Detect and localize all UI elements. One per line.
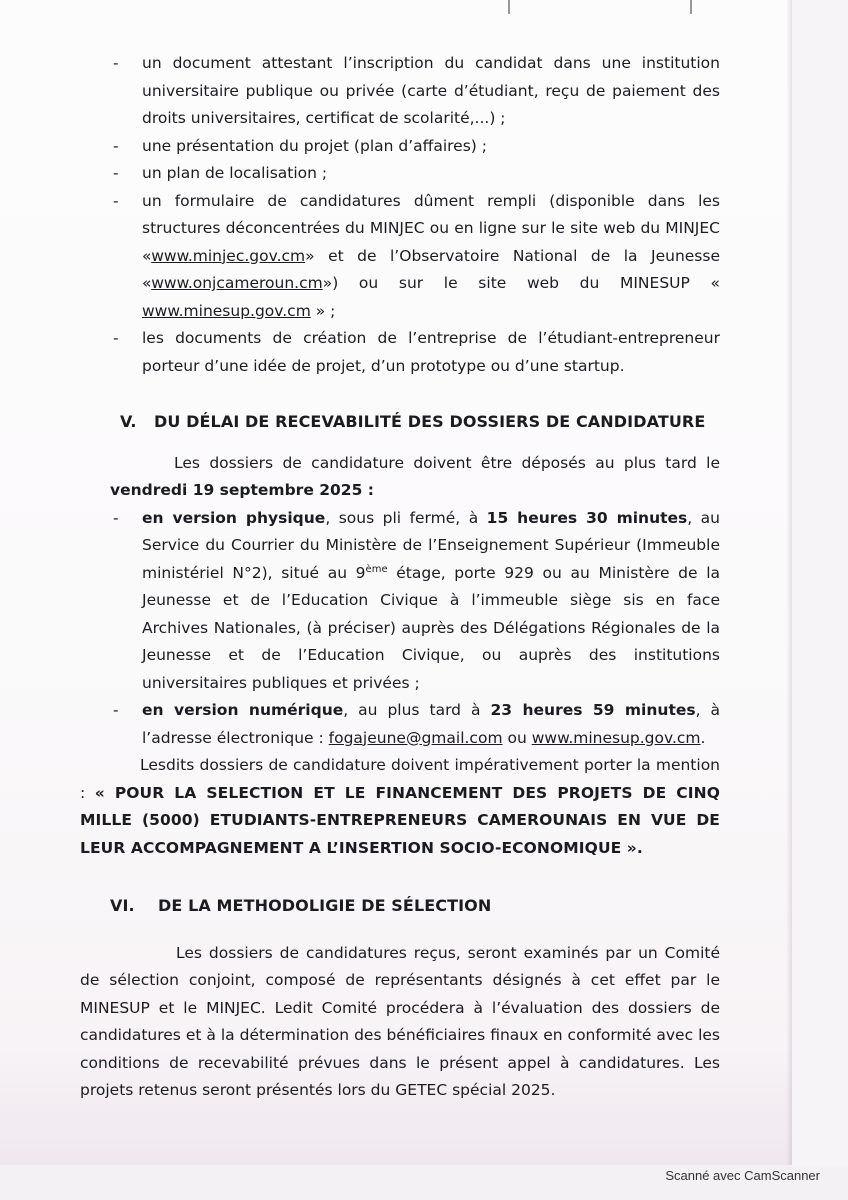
list-item-form — [110, 188, 720, 326]
bullet-dash: - — [113, 136, 119, 155]
form-text-post: » ; — [310, 301, 336, 320]
list-item-text: un document attestant l’inscription du candidat dans une institution universitaire publique ou privée (carte d’étudiant, reçu de paiement des droits universitaires, certificat de scolarité,...) ; — [142, 54, 720, 127]
document-body — [80, 50, 720, 1105]
bullet-dash: - — [113, 701, 119, 719]
digital-text-a: , au plus tard à — [343, 701, 491, 719]
minesup-link[interactable]: www.minesup.gov.cm — [142, 301, 311, 320]
bullet-dash: - — [113, 508, 119, 527]
digital-or: ou — [502, 728, 532, 747]
minesup-site-link[interactable]: www.minesup.gov.cm — [531, 728, 701, 747]
section-title: DE LA METHODOLIGIE DE SÉLECTION — [158, 896, 492, 915]
mention-paragraph — [80, 752, 720, 862]
physical-label: en version physique — [142, 508, 326, 527]
bullet-dash: - — [113, 54, 119, 72]
digital-time: 23 heures 59 minutes — [490, 701, 696, 719]
scan-mark — [690, 0, 692, 14]
bullet-dash: - — [113, 329, 119, 347]
section-heading-vi — [110, 892, 720, 920]
list-item — [110, 50, 720, 133]
form-text-pre: un formulaire de candidatures dûment rempli (disponible dans les structures déconcentrées du MINJEC ou en ligne sur le site web du MINJEC « — [142, 191, 720, 265]
intro-text: Les dossiers de candidature doivent être déposés au plus tard le — [174, 453, 720, 472]
selection-paragraph — [80, 940, 720, 1105]
email-link[interactable]: fogajeune@gmail.com — [328, 728, 503, 747]
section-number: VI. — [110, 896, 135, 915]
digital-label: en version numérique — [142, 701, 344, 719]
section-title: DU DÉLAI DE RECEVABILITÉ DES DOSSIERS DE CANDIDATURE — [154, 412, 706, 431]
form-text-mid1: » et de l’Observatoire National de la Jeunesse « — [142, 246, 720, 292]
form-text-mid2: ») ou sur le site web du MINESUP « — [322, 274, 720, 292]
list-item — [110, 133, 720, 161]
list-item-digital — [110, 697, 720, 752]
digital-text-b: , à l’adresse électronique : — [142, 701, 720, 747]
bullet-dash: - — [113, 164, 119, 182]
mention-bold: « POUR LA SELECTION ET LE FINANCEMENT DES PROJETS DE CINQ MILLE (5000) ETUDIANTS-ENTREPRENEURS CAMEROUNAIS EN VUE DE LEUR ACCOMPAGNEMENT A L’INSERTION SOCIO-ECONOMIQUE ». — [80, 783, 720, 857]
deadline-intro — [110, 450, 720, 505]
onj-link[interactable]: www.onjcameroun.cm — [151, 274, 323, 292]
physical-text-a: , sous pli fermé, à — [325, 508, 487, 527]
selection-text: Les dossiers de candidatures reçus, seront examinés par un Comité de sélection conjoint, composé de représentants désignés à cet effet par le MINESUP et le MINJEC. Ledit Comité procédera à l’évaluation des dossiers de candidatures et à la détermination des bénéficiaires finaux en conformité avec les conditions de recevabilité prévues dans le présent appel à candidatures. Les projets retenus seront présentés lors du GETEC spécial 2025. — [80, 943, 720, 1099]
physical-text-b: , au Service du Courrier du Ministère de l’Enseignement Supérieur (Immeuble ministériel N°2), situé au 9 — [142, 508, 720, 582]
list-item-text: les documents de création de l’entreprise de l’étudiant-entrepreneur porteur d’une idée de projet, d’un prototype ou d’une startup. — [142, 329, 720, 375]
list-item — [110, 160, 720, 188]
section-heading-v — [120, 408, 720, 436]
physical-time: 15 heures 30 minutes — [486, 508, 688, 527]
page-edge-strip — [792, 0, 848, 1165]
scanner-watermark: Scanné avec CamScanner — [665, 1168, 820, 1183]
list-item-physical — [110, 505, 720, 698]
mention-text: Lesdits dossiers de candidature doivent impérativement porter la mention : — [80, 756, 720, 802]
floor-superscript: ème — [365, 563, 388, 575]
list-item-text: un plan de localisation ; — [142, 164, 328, 182]
minjec-link[interactable]: www.minjec.gov.cm — [151, 246, 306, 265]
physical-text-c: étage, porte 929 ou au Ministère de la Jeunesse et de l’Education Civique à l’immeuble siège sis en face Archives Nationales, (à préciser) auprès des Délégations Régionales de la Jeunesse et de l’Education Civique, ou auprès des institutions universitaires publiques et privées ; — [142, 563, 720, 692]
list-item-text: une présentation du projet (plan d’affaires) ; — [142, 136, 487, 155]
deadline-date: vendredi 19 septembre 2025 : — [110, 481, 374, 499]
digital-end: . — [700, 728, 706, 747]
bullet-dash: - — [113, 191, 119, 210]
section-number: V. — [120, 412, 137, 431]
scan-mark — [508, 0, 510, 14]
list-item — [110, 325, 720, 380]
